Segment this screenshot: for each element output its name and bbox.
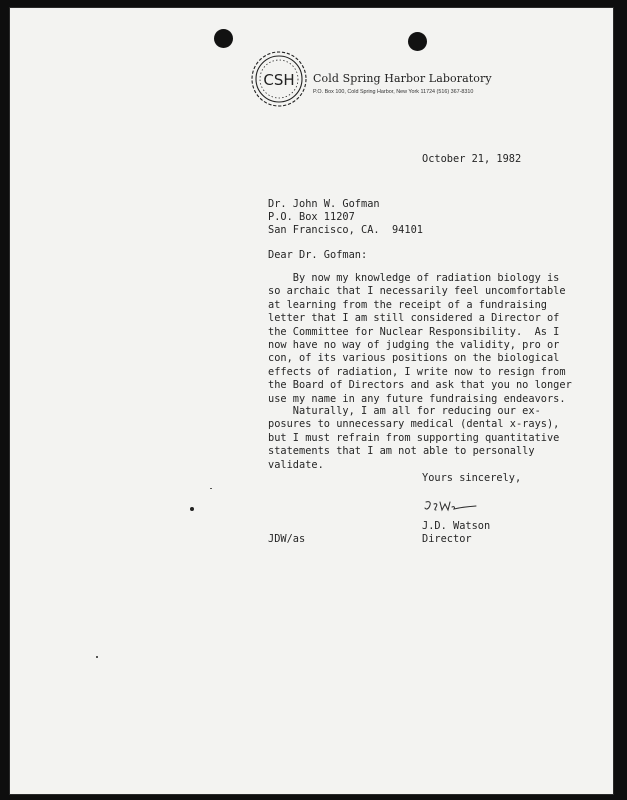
organization-address: P.O. Box 100, Cold Spring Harbor, New York 11724 (516) 367-8310 [313,89,474,95]
body-line: effects of radiation, I write now to resign from [268,365,566,378]
punch-hole-left [214,29,233,48]
closing: Yours sincerely, [422,472,522,484]
letter-date: October 21, 1982 [422,153,522,165]
body-paragraph-2 [268,405,559,472]
body-line: validate. [268,458,324,471]
organization-name: Cold Spring Harbor Laboratory [313,72,492,85]
letter-page [10,8,613,794]
body-paragraph-1 [268,272,572,406]
body-line: statements that I am not able to personally [268,445,535,458]
recipient-po-box: P.O. Box 11207 [268,211,355,223]
paper-speck [190,507,194,511]
csh-dna-logo [250,50,308,108]
recipient-name: Dr. John W. Gofman [268,198,380,210]
body-line: but I must refrain from supporting quantitative [268,431,560,444]
reference-initials: JDW/as [268,533,306,545]
handwritten-signature [423,498,479,516]
body-line: Naturally, I am all for reducing our ex- [268,405,541,417]
punch-hole-right [408,32,427,51]
body-line: posures to unnecessary medical (dental x-rays), [268,418,560,431]
salutation: Dear Dr. Gofman: [268,249,368,261]
body-line: con, of its various positions on the biological [268,352,560,365]
body-line: at learning from the receipt of a fundraising [268,298,547,311]
body-line: By now my knowledge of radiation biology is [268,272,560,284]
body-line: now have no way of judging the validity, pro or [268,339,560,352]
body-line: the Committee for Nuclear Responsibility. As I [268,325,560,338]
paper-speck [210,488,212,489]
body-line: use my name in any future fundraising endeavors. [268,392,566,405]
body-line: letter that I am still considered a Director of [268,312,560,325]
signer-title: Director [422,533,472,545]
logo-monogram: CSH [263,71,295,89]
body-line: so archaic that I necessarily feel uncomfortable [268,285,566,298]
signer-name: J.D. Watson [422,520,491,532]
recipient-city: San Francisco, CA. 94101 [268,224,423,236]
body-line: the Board of Directors and ask that you no longer [268,379,572,392]
paper-speck [96,656,98,658]
